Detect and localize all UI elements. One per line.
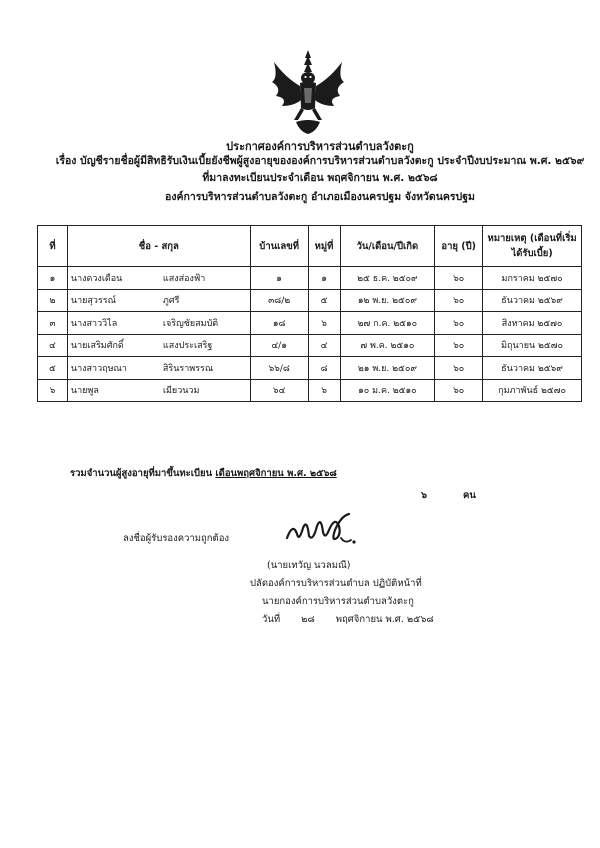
summary-count: ๖: [421, 490, 428, 501]
row-name: [67, 379, 250, 402]
row-dob: ๗ พ.ค. ๒๕๑๐: [340, 334, 435, 357]
table-row: [38, 267, 582, 290]
row-no: ๔: [38, 334, 68, 357]
row-remark: ธันวาคม ๒๕๖๙: [483, 289, 582, 312]
row-name: [67, 267, 250, 290]
row-first-name: นายสุวรรณ์: [70, 296, 116, 307]
registration-period-prefix: ที่มาลงทะเบียนประจำเดือน: [202, 172, 324, 184]
row-no: ๓: [38, 312, 68, 335]
row-house: ๑๘: [250, 312, 308, 335]
row-first-name: นายเสริมศักดิ์: [70, 341, 124, 352]
table-header-row: [38, 226, 582, 267]
row-remark: ธันวาคม ๒๕๖๙: [483, 357, 582, 380]
row-dob: ๒๑ พ.ย. ๒๕๐๙: [340, 357, 435, 380]
row-age: ๖๐: [435, 334, 483, 357]
row-moo: ๔: [308, 334, 340, 357]
registration-period: [40, 171, 600, 185]
announcement-title: ประกาศองค์การบริหารส่วนตำบลวังตะกู: [226, 140, 414, 153]
signer-title-1: ปลัดองค์การบริหารส่วนตำบล ปฏิบัติหน้าที่: [250, 578, 422, 589]
row-name: [67, 289, 250, 312]
row-age: ๖๐: [435, 267, 483, 290]
row-house: ๖๖/๘: [250, 357, 308, 380]
sign-date: [262, 612, 434, 627]
row-age: ๖๐: [435, 289, 483, 312]
announcement-subject: เรื่อง บัญชีรายชื่อผู้มีสิทธิรับเงินเบี้ยยังชีพผู้สูงอายุขององค์การบริหารส่วนตำบลวังตะกู ประจำปีงบประมาณ พ.ศ. ๒๕๖๙: [55, 155, 585, 167]
signer-title-2: นายกองค์การบริหารส่วนตำบลวังตะกู: [262, 596, 414, 607]
row-dob: ๑๒ พ.ย. ๒๕๐๙: [340, 289, 435, 312]
row-first-name: นางสาววิไล: [70, 318, 118, 329]
row-age: ๖๐: [435, 357, 483, 380]
row-no: ๕: [38, 357, 68, 380]
row-dob: ๒๕ ธ.ค. ๒๕๐๙: [340, 267, 435, 290]
table-row: [38, 334, 582, 357]
garuda-emblem-icon: [268, 48, 348, 140]
col-header-moo: หมู่ที่: [308, 226, 340, 267]
col-header-remark: หมายเหตุ (เดือนที่เริ่มได้รับเบี้ย): [483, 226, 582, 267]
col-header-age: อายุ (ปี): [435, 226, 483, 267]
row-no: ๑: [38, 267, 68, 290]
table-row: [38, 289, 582, 312]
summary-period: เดือนพฤศจิกายน พ.ศ. ๒๕๖๘: [215, 468, 337, 479]
row-age: ๖๐: [435, 312, 483, 335]
sign-date-month-year: พฤศจิกายน พ.ศ. ๒๕๖๘: [335, 614, 434, 625]
row-house: ๖๔: [250, 379, 308, 402]
col-header-no: ที่: [38, 226, 68, 267]
organization-location: องค์การบริหารส่วนตำบลวังตะกู อำเภอเมืองนครปฐม จังหวัดนครปฐม: [165, 191, 475, 203]
registration-period-month: พฤศจิกายน พ.ศ. ๒๕๖๘: [327, 172, 438, 184]
row-no: ๖: [38, 379, 68, 402]
row-dob: ๑๐ ม.ค. ๒๕๑๐: [340, 379, 435, 402]
col-header-dob: วัน/เดือน/ปีเกิด: [340, 226, 435, 267]
signer-name: (นายเทวัญ นวลมณี): [267, 560, 351, 571]
row-no: ๒: [38, 289, 68, 312]
row-last-name: สิรินราพรรณ: [162, 363, 214, 374]
row-first-name: นายพูล: [70, 386, 99, 397]
row-last-name: ภูศรี: [162, 296, 180, 307]
beneficiary-table: [37, 225, 582, 402]
row-age: ๖๐: [435, 379, 483, 402]
row-house: ๓๘/๒: [250, 289, 308, 312]
row-name: [67, 312, 250, 335]
row-moo: ๖: [308, 379, 340, 402]
row-house: ๔/๑: [250, 334, 308, 357]
table-row: [38, 379, 582, 402]
row-moo: ๖: [308, 312, 340, 335]
row-last-name: เจริญชัยสมบัติ: [162, 318, 219, 329]
row-name: [67, 357, 250, 380]
row-name: [67, 334, 250, 357]
row-dob: ๒๗ ก.ค. ๒๕๑๐: [340, 312, 435, 335]
row-last-name: แสงประเสริฐ: [162, 341, 213, 352]
row-remark: กุมภาพันธ์ ๒๕๗๐: [483, 379, 582, 402]
table-row: [38, 357, 582, 380]
row-remark: สิงหาคม ๒๕๗๐: [483, 312, 582, 335]
row-first-name: นางดวงเดือน: [70, 273, 123, 284]
row-moo: ๑: [308, 267, 340, 290]
row-last-name: แสงส่องฟ้า: [162, 273, 206, 284]
summary-prefix: รวมจำนวนผู้สูงอายุที่มาขึ้นทะเบียน: [70, 468, 213, 479]
sign-date-label: วันที่: [262, 614, 281, 625]
sign-date-day: ๒๘: [301, 614, 315, 625]
signature-icon: [283, 508, 361, 550]
summary-unit: คน: [463, 490, 476, 501]
row-first-name: นางสาวฤษณา: [70, 363, 127, 374]
row-moo: ๕: [308, 289, 340, 312]
row-last-name: เมียวนวม: [162, 386, 200, 397]
row-house: ๑: [250, 267, 308, 290]
row-moo: ๘: [308, 357, 340, 380]
col-header-house: บ้านเลขที่: [250, 226, 308, 267]
certify-label: ลงชื่อผู้รับรองความถูกต้อง: [123, 533, 230, 544]
col-header-name: ชื่อ - สกุล: [67, 226, 250, 267]
row-remark: มิถุนายน ๒๕๗๐: [483, 334, 582, 357]
row-remark: มกราคม ๒๕๗๐: [483, 267, 582, 290]
table-row: [38, 312, 582, 335]
summary-line: [70, 466, 337, 481]
